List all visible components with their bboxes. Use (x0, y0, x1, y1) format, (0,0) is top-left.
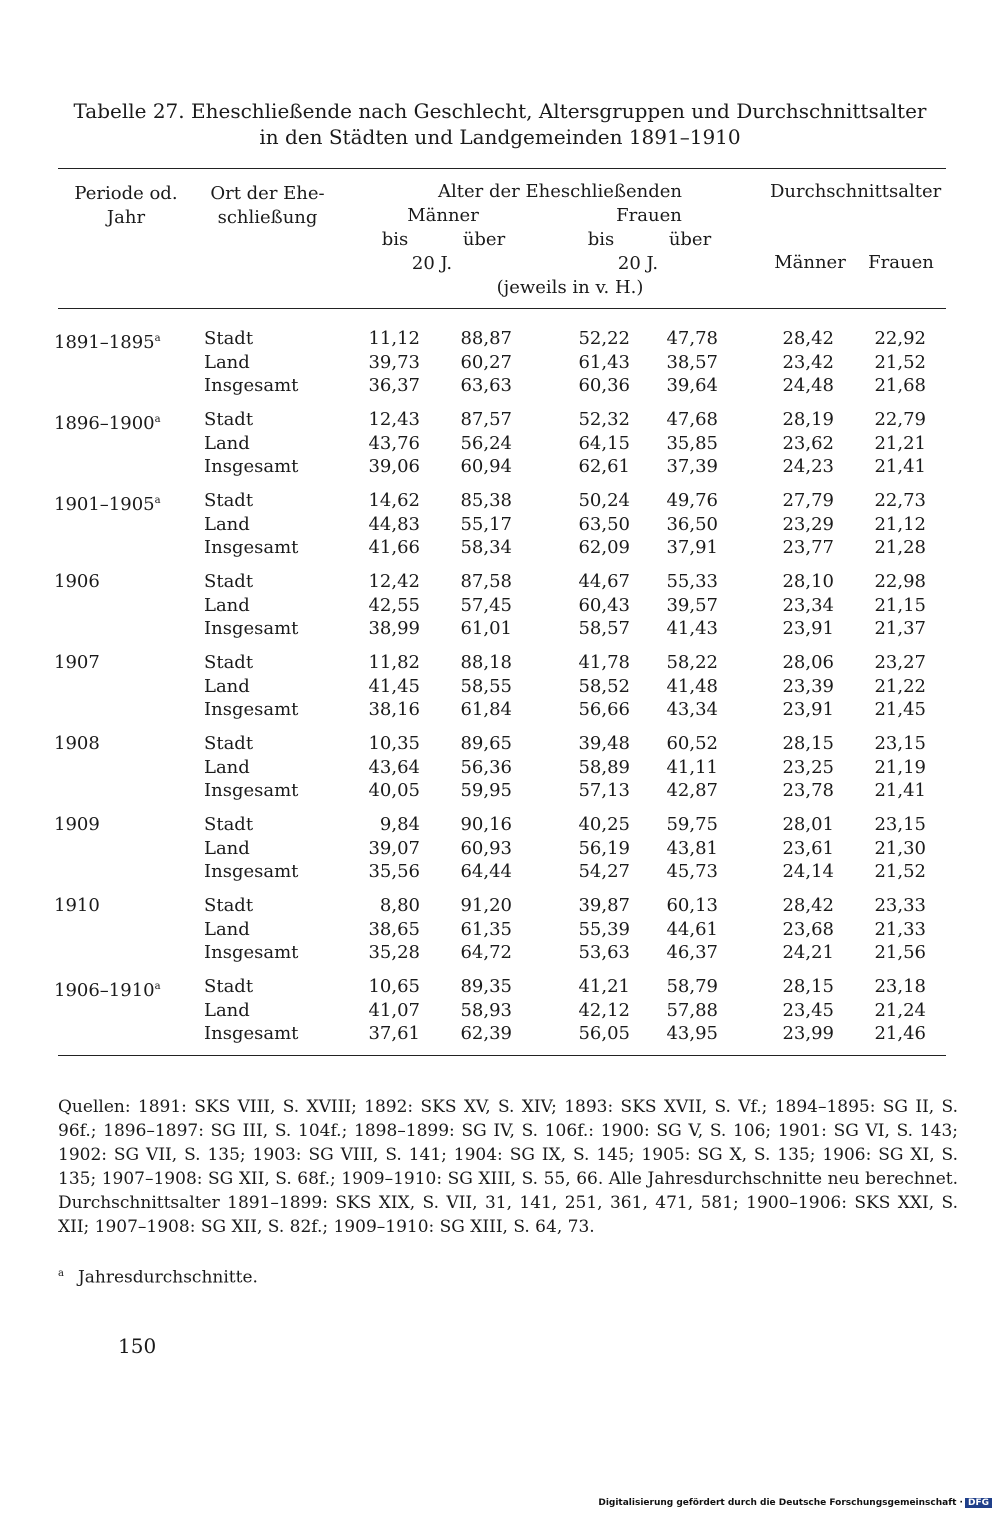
dfg-credit-text: Digitalisierung gefördert durch die Deutsche Forschungsgemeinschaft · (598, 1498, 963, 1508)
cell-maenner-bis: 41,66 (368, 537, 420, 558)
ort-cell: Insgesamt (204, 861, 299, 882)
cell-maenner-bis: 39,06 (368, 456, 420, 477)
cell-frauen-ueber: 58,22 (666, 652, 718, 673)
cell-maenner-ueber: 85,38 (460, 490, 512, 511)
cell-maenner-bis: 38,65 (368, 918, 420, 940)
cell-frauen-ueber: 42,87 (666, 780, 718, 801)
cell-maenner-ueber: 91,20 (460, 895, 512, 916)
cell-durchschnitt-maenner: 23,78 (782, 780, 834, 801)
cell-frauen-ueber: 41,43 (666, 618, 718, 639)
cell-frauen-ueber: 44,61 (666, 918, 718, 940)
period-text: 1907 (54, 652, 100, 673)
period-label (54, 975, 161, 1002)
cell-durchschnitt-frauen: 21,24 (874, 999, 926, 1021)
cell-frauen-bis: 55,39 (578, 918, 630, 940)
header-periode: Periode od. Jahr (74, 183, 178, 228)
cell-maenner-ueber: 60,94 (460, 456, 512, 477)
cell-maenner-ueber: 59,95 (460, 780, 512, 801)
cell-durchschnitt-frauen: 21,33 (874, 918, 926, 940)
ort-cell: Stadt (204, 571, 254, 592)
period-text: 1908 (54, 733, 100, 754)
ort-cell: Stadt (204, 409, 254, 430)
cell-durchschnitt-frauen: 21,41 (874, 780, 926, 801)
cell-maenner-ueber: 61,35 (460, 918, 512, 940)
header-maenner-ueber: über (462, 229, 506, 250)
footnote (58, 1262, 258, 1290)
cell-frauen-bis: 60,43 (578, 594, 630, 616)
cell-frauen-bis: 44,67 (578, 571, 630, 592)
cell-frauen-ueber: 58,79 (666, 976, 718, 997)
cell-maenner-bis: 14,62 (368, 490, 420, 511)
cell-maenner-bis: 11,12 (368, 328, 420, 349)
header-jeweils: (jeweils in v. H.) (496, 277, 644, 298)
header-frauen: Frauen (616, 205, 682, 226)
table-bottom-rule (58, 1055, 946, 1056)
ort-cell: Insgesamt (204, 375, 299, 396)
period-label (54, 732, 100, 755)
cell-durchschnitt-frauen: 22,92 (874, 328, 926, 349)
period-label (54, 894, 100, 917)
cell-durchschnitt-frauen: 21,45 (874, 699, 926, 720)
cell-frauen-bis: 39,87 (578, 895, 630, 916)
header-durchschnitt: Durchschnittsalter (770, 181, 942, 202)
cell-durchschnitt-maenner: 23,34 (782, 594, 834, 616)
cell-durchschnitt-frauen: 23,27 (874, 652, 926, 673)
cell-durchschnitt-maenner: 23,45 (782, 999, 834, 1021)
period-label (54, 489, 161, 516)
cell-maenner-ueber: 55,17 (460, 513, 512, 535)
cell-maenner-ueber: 64,44 (460, 861, 512, 882)
cell-frauen-bis: 40,25 (578, 814, 630, 835)
cell-durchschnitt-frauen: 21,30 (874, 837, 926, 859)
cell-frauen-ueber: 43,81 (666, 837, 718, 859)
cell-durchschnitt-frauen: 21,41 (874, 456, 926, 477)
cell-maenner-ueber: 89,35 (460, 976, 512, 997)
cell-maenner-bis: 38,16 (368, 699, 420, 720)
header-frauen-ueber: über (668, 229, 712, 250)
cell-durchschnitt-maenner: 23,61 (782, 837, 834, 859)
cell-durchschnitt-maenner: 23,91 (782, 618, 834, 639)
header-maenner: Männer (407, 205, 479, 226)
ort-cell: Land (204, 837, 250, 859)
cell-durchschnitt-frauen: 23,15 (874, 814, 926, 835)
ort-cell: Land (204, 918, 250, 940)
cell-durchschnitt-frauen: 22,98 (874, 571, 926, 592)
cell-maenner-ueber: 62,39 (460, 1023, 512, 1044)
ort-cell: Stadt (204, 733, 254, 754)
cell-frauen-bis: 56,66 (578, 699, 630, 720)
ort-cell: Land (204, 594, 250, 616)
cell-maenner-ueber: 61,84 (460, 699, 512, 720)
title-line-1: Tabelle 27. Eheschließende nach Geschlecht, Altersgruppen und Durchschnittsalter (73, 99, 927, 123)
cell-frauen-bis: 50,24 (578, 490, 630, 511)
cell-maenner-ueber: 88,87 (460, 328, 512, 349)
cell-frauen-bis: 56,05 (578, 1023, 630, 1044)
ort-cell: Insgesamt (204, 780, 299, 801)
period-label (54, 327, 161, 354)
cell-durchschnitt-maenner: 28,06 (782, 652, 834, 673)
cell-maenner-bis: 44,83 (368, 513, 420, 535)
cell-durchschnitt-frauen: 21,37 (874, 618, 926, 639)
header-ort: Ort der Ehe- schließung (210, 183, 325, 228)
cell-frauen-bis: 41,78 (578, 652, 630, 673)
cell-maenner-bis: 43,76 (368, 432, 420, 454)
cell-frauen-ueber: 57,88 (666, 999, 718, 1021)
cell-maenner-bis: 38,99 (368, 618, 420, 639)
cell-frauen-ueber: 41,11 (666, 756, 718, 778)
ort-cell: Land (204, 351, 250, 373)
period-text: 1910 (54, 895, 100, 916)
period-label (54, 651, 100, 674)
cell-frauen-ueber: 49,76 (666, 490, 718, 511)
cell-frauen-ueber: 47,68 (666, 409, 718, 430)
header-maenner-bis: bis (381, 229, 409, 250)
cell-frauen-bis: 57,13 (578, 780, 630, 801)
ort-cell: Stadt (204, 328, 254, 349)
cell-maenner-ueber: 60,93 (460, 837, 512, 859)
cell-frauen-ueber: 35,85 (666, 432, 718, 454)
period-text: 1891–1895 (54, 332, 155, 353)
header-d-maenner: Männer (774, 252, 846, 273)
period-footnote-mark: a (154, 981, 161, 992)
cell-maenner-bis: 43,64 (368, 756, 420, 778)
period-footnote-mark: a (154, 414, 161, 425)
cell-durchschnitt-maenner: 23,99 (782, 1023, 834, 1044)
dfg-logo: DFG (965, 1498, 992, 1508)
cell-maenner-bis: 10,35 (368, 733, 420, 754)
cell-durchschnitt-maenner: 28,15 (782, 976, 834, 997)
ort-cell: Stadt (204, 976, 254, 997)
cell-frauen-bis: 62,09 (578, 537, 630, 558)
cell-maenner-ueber: 58,34 (460, 537, 512, 558)
cell-frauen-ueber: 41,48 (666, 675, 718, 697)
cell-frauen-ueber: 60,13 (666, 895, 718, 916)
cell-durchschnitt-frauen: 23,15 (874, 733, 926, 754)
cell-frauen-bis: 63,50 (578, 513, 630, 535)
cell-maenner-bis: 12,43 (368, 409, 420, 430)
cell-durchschnitt-frauen: 21,21 (874, 432, 926, 454)
header-maenner-20j: 20 J. (411, 253, 453, 274)
cell-frauen-ueber: 39,57 (666, 594, 718, 616)
period-label (54, 570, 100, 593)
cell-durchschnitt-frauen: 21,12 (874, 513, 926, 535)
cell-frauen-ueber: 60,52 (666, 733, 718, 754)
cell-maenner-bis: 41,45 (368, 675, 420, 697)
footnote-text: Jahresdurchschnitte. (77, 1267, 258, 1288)
cell-maenner-ueber: 63,63 (460, 375, 512, 396)
cell-maenner-bis: 39,07 (368, 837, 420, 859)
title-line-2: in den Städten und Landgemeinden 1891–1910 (259, 125, 741, 149)
period-footnote-mark: a (154, 495, 161, 506)
ort-cell: Land (204, 432, 250, 454)
ort-cell: Insgesamt (204, 1023, 299, 1044)
cell-maenner-bis: 37,61 (368, 1023, 420, 1044)
cell-frauen-bis: 58,57 (578, 618, 630, 639)
cell-frauen-bis: 41,21 (578, 976, 630, 997)
cell-maenner-bis: 35,56 (368, 861, 420, 882)
period-label (54, 408, 161, 435)
cell-maenner-bis: 12,42 (368, 571, 420, 592)
header-bottom-rule (58, 308, 946, 309)
cell-maenner-bis: 40,05 (368, 780, 420, 801)
cell-frauen-ueber: 43,95 (666, 1023, 718, 1044)
cell-frauen-bis: 58,89 (578, 756, 630, 778)
cell-frauen-bis: 53,63 (578, 942, 630, 963)
header-alter: Alter der Eheschließenden (438, 181, 682, 202)
cell-maenner-bis: 41,07 (368, 999, 420, 1021)
cell-durchschnitt-maenner: 28,19 (782, 409, 834, 430)
cell-maenner-ueber: 58,55 (460, 675, 512, 697)
ort-cell: Insgesamt (204, 618, 299, 639)
ort-cell: Stadt (204, 652, 254, 673)
cell-durchschnitt-maenner: 28,01 (782, 814, 834, 835)
cell-frauen-bis: 62,61 (578, 456, 630, 477)
cell-durchschnitt-maenner: 28,42 (782, 895, 834, 916)
cell-frauen-ueber: 55,33 (666, 571, 718, 592)
cell-durchschnitt-frauen: 22,73 (874, 490, 926, 511)
cell-durchschnitt-frauen: 23,18 (874, 976, 926, 997)
cell-durchschnitt-frauen: 21,46 (874, 1023, 926, 1044)
cell-maenner-ueber: 57,45 (460, 594, 512, 616)
cell-frauen-bis: 52,32 (578, 409, 630, 430)
cell-durchschnitt-maenner: 28,10 (782, 571, 834, 592)
page-number: 150 (118, 1334, 157, 1358)
ort-cell: Stadt (204, 895, 254, 916)
cell-durchschnitt-maenner: 24,48 (782, 375, 834, 396)
period-text: 1906 (54, 571, 100, 592)
period-text: 1896–1900 (54, 413, 155, 434)
cell-durchschnitt-frauen: 21,22 (874, 675, 926, 697)
cell-durchschnitt-frauen: 21,19 (874, 756, 926, 778)
cell-maenner-bis: 10,65 (368, 976, 420, 997)
cell-maenner-ueber: 90,16 (460, 814, 512, 835)
cell-durchschnitt-frauen: 21,28 (874, 537, 926, 558)
cell-durchschnitt-maenner: 24,21 (782, 942, 834, 963)
cell-maenner-bis: 39,73 (368, 351, 420, 373)
cell-durchschnitt-maenner: 24,23 (782, 456, 834, 477)
cell-durchschnitt-maenner: 24,14 (782, 861, 834, 882)
period-footnote-mark: a (154, 333, 161, 344)
cell-frauen-bis: 56,19 (578, 837, 630, 859)
ort-cell: Insgesamt (204, 456, 299, 477)
ort-cell: Land (204, 513, 250, 535)
dfg-credit (598, 1498, 992, 1508)
cell-durchschnitt-frauen: 21,15 (874, 594, 926, 616)
period-label (54, 813, 100, 836)
cell-maenner-ueber: 56,36 (460, 756, 512, 778)
cell-durchschnitt-maenner: 28,42 (782, 328, 834, 349)
cell-frauen-ueber: 39,64 (666, 375, 718, 396)
cell-maenner-ueber: 64,72 (460, 942, 512, 963)
cell-durchschnitt-frauen: 21,52 (874, 351, 926, 373)
ort-cell: Land (204, 675, 250, 697)
cell-maenner-ueber: 61,01 (460, 618, 512, 639)
cell-maenner-ueber: 60,27 (460, 351, 512, 373)
header-frauen-20j: 20 J. (617, 253, 659, 274)
cell-maenner-ueber: 89,65 (460, 733, 512, 754)
cell-maenner-bis: 36,37 (368, 375, 420, 396)
cell-durchschnitt-maenner: 23,25 (782, 756, 834, 778)
cell-frauen-bis: 60,36 (578, 375, 630, 396)
cell-frauen-bis: 58,52 (578, 675, 630, 697)
cell-durchschnitt-frauen: 22,79 (874, 409, 926, 430)
cell-durchschnitt-maenner: 23,62 (782, 432, 834, 454)
ort-cell: Insgesamt (204, 942, 299, 963)
cell-frauen-ueber: 46,37 (666, 942, 718, 963)
cell-frauen-ueber: 59,75 (666, 814, 718, 835)
cell-durchschnitt-frauen: 21,56 (874, 942, 926, 963)
cell-frauen-bis: 64,15 (578, 432, 630, 454)
cell-durchschnitt-maenner: 27,79 (782, 490, 834, 511)
sources-note: Quellen: 1891: SKS VIII, S. XVIII; 1892: SKS XV, S. XIV; 1893: SKS XVII, S. Vf.; 1894–1895: SG II, S. 96f.; 1896–1897: SG III, S. 104f.; 1898–1899: SG IV, S. 106f.: 1900: SG V, S. 106; 1901: SG VI, S. 143; 1902: SG VII, S. 135; 1903: SG VIII, S. 141; 1904: SG IX, S. 145; 1905: SG X, S. 135; 1906: SG XI, S. 135; 1907–1908: SG XII, S. 68f.; 1909–1910: SG XIII, S. 55, 66. Alle Jahresdurchschnitte neu berechnet. Durchschnittsalter 1891–1899: SKS XIX, S. VII, 31, 141, 251, 361, 471, 581; 1900–1906: SKS XXI, S. XII; 1907–1908: SG XII, S. 82f.; 1909–1910: SG XIII, S. 64, 73. (58, 1097, 958, 1237)
ort-cell: Insgesamt (204, 699, 299, 720)
cell-frauen-bis: 39,48 (578, 733, 630, 754)
cell-durchschnitt-maenner: 23,29 (782, 513, 834, 535)
footnote-mark: a (58, 1268, 64, 1279)
ort-cell: Land (204, 999, 250, 1021)
period-text: 1901–1905 (54, 494, 155, 515)
ort-cell: Insgesamt (204, 537, 299, 558)
cell-frauen-bis: 42,12 (578, 999, 630, 1021)
cell-frauen-bis: 54,27 (578, 861, 630, 882)
table-title (60, 98, 940, 150)
cell-frauen-ueber: 38,57 (666, 351, 718, 373)
cell-frauen-ueber: 37,91 (666, 537, 718, 558)
cell-durchschnitt-maenner: 23,68 (782, 918, 834, 940)
cell-durchschnitt-maenner: 23,39 (782, 675, 834, 697)
cell-frauen-ueber: 36,50 (666, 513, 718, 535)
cell-frauen-ueber: 43,34 (666, 699, 718, 720)
cell-durchschnitt-maenner: 23,91 (782, 699, 834, 720)
cell-maenner-ueber: 58,93 (460, 999, 512, 1021)
cell-maenner-bis: 35,28 (368, 942, 420, 963)
cell-durchschnitt-frauen: 21,68 (874, 375, 926, 396)
period-text: 1909 (54, 814, 100, 835)
cell-maenner-ueber: 56,24 (460, 432, 512, 454)
cell-durchschnitt-maenner: 23,77 (782, 537, 834, 558)
period-text: 1906–1910 (54, 980, 155, 1001)
ort-cell: Land (204, 756, 250, 778)
header-d-frauen: Frauen (868, 252, 934, 273)
cell-durchschnitt-maenner: 28,15 (782, 733, 834, 754)
cell-maenner-ueber: 87,58 (460, 571, 512, 592)
cell-maenner-ueber: 87,57 (460, 409, 512, 430)
cell-durchschnitt-maenner: 23,42 (782, 351, 834, 373)
ort-cell: Stadt (204, 814, 254, 835)
table-top-rule (58, 168, 946, 169)
cell-frauen-ueber: 37,39 (666, 456, 718, 477)
cell-frauen-bis: 52,22 (578, 328, 630, 349)
cell-maenner-bis: 11,82 (368, 652, 420, 673)
cell-frauen-bis: 61,43 (578, 351, 630, 373)
cell-frauen-ueber: 45,73 (666, 861, 718, 882)
cell-durchschnitt-frauen: 23,33 (874, 895, 926, 916)
cell-durchschnitt-frauen: 21,52 (874, 861, 926, 882)
ort-cell: Stadt (204, 490, 254, 511)
cell-maenner-bis: 42,55 (368, 594, 420, 616)
cell-maenner-bis: 9,84 (379, 814, 420, 835)
cell-maenner-bis: 8,80 (379, 895, 420, 916)
cell-maenner-ueber: 88,18 (460, 652, 512, 673)
cell-frauen-ueber: 47,78 (666, 328, 718, 349)
header-frauen-bis: bis (587, 229, 615, 250)
